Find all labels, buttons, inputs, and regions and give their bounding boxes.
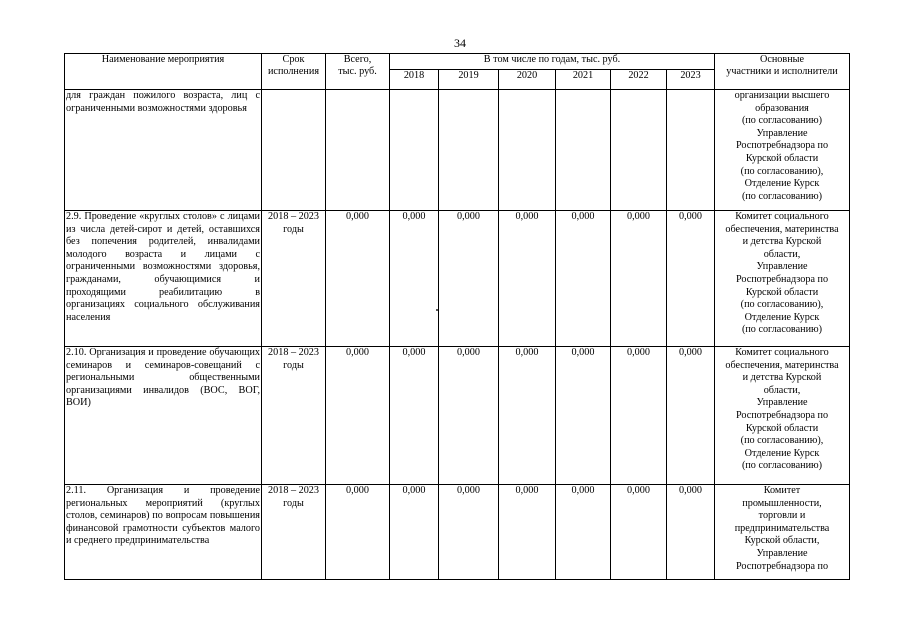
- event-total: 0,000: [326, 347, 390, 485]
- event-year-value: [667, 90, 715, 211]
- header-year: 2018: [390, 70, 439, 90]
- event-total: 0,000: [326, 485, 390, 580]
- event-participants: Комитет промышленности, торговли и предпринимательства Курской области, Управление Роспотребнадзора по: [715, 485, 850, 580]
- header-participants: Основные участники и исполнители: [715, 54, 850, 90]
- header-term: Срок исполнения: [262, 54, 326, 90]
- events-table: [64, 53, 850, 580]
- event-name: 2.11. Организация и проведение региональных мероприятий (круглых столов, семинаров) по вопросам повышения финансовой грамотности субъектов малого и среднего предпринимательства: [65, 485, 262, 580]
- event-year-value: 0,000: [556, 485, 611, 580]
- event-year-value: 0,000: [499, 347, 556, 485]
- header-year: 2021: [556, 70, 611, 90]
- event-participants: Комитет социального обеспечения, материнства и детства Курской области, Управление Роспотребнадзора по Курской области (по согласованию), Отделение Курск (по согласованию): [715, 211, 850, 347]
- header-year: 2020: [499, 70, 556, 90]
- event-term: 2018 – 2023 годы: [262, 485, 326, 580]
- table-row: [65, 347, 850, 485]
- event-year-value: 0,000: [556, 347, 611, 485]
- header-row-top: [65, 54, 850, 70]
- event-year-value: 0,000: [556, 211, 611, 347]
- event-term: 2018 – 2023 годы: [262, 347, 326, 485]
- event-year-value: [390, 90, 439, 211]
- event-total: [326, 90, 390, 211]
- event-name: для граждан пожилого возраста, лиц с ограниченными возможностями здоровья: [65, 90, 262, 211]
- event-total: 0,000: [326, 211, 390, 347]
- event-year-value: 0,000: [499, 485, 556, 580]
- event-name: 2.10. Организация и проведение обучающих семинаров и семинаров-совещаний с региональными общественными организациями инвалидов (ВОС, ВОГ, ВОИ): [65, 347, 262, 485]
- event-year-value: [499, 90, 556, 211]
- header-total: Всего, тыс. руб.: [326, 54, 390, 90]
- event-year-value: [439, 90, 499, 211]
- page-number: 34: [454, 36, 466, 50]
- event-year-value: 0,000: [390, 211, 439, 347]
- event-year-value: 0,000: [439, 347, 499, 485]
- table-row: [65, 90, 850, 211]
- header-name: Наименование мероприятия: [65, 54, 262, 90]
- event-term: 2018 – 2023 годы: [262, 211, 326, 347]
- event-year-value: 0,000: [390, 347, 439, 485]
- table-row: [65, 485, 850, 580]
- header-year: 2022: [611, 70, 667, 90]
- event-year-value: 0,000: [611, 485, 667, 580]
- event-year-value: [556, 90, 611, 211]
- header-year: 2019: [439, 70, 499, 90]
- event-year-value: 0,000: [439, 485, 499, 580]
- event-participants: организации высшего образования (по согласованию) Управление Роспотребнадзора по Курской области (по согласованию), Отделение Курск (по согласованию): [715, 90, 850, 211]
- event-year-value: 0,000: [499, 211, 556, 347]
- header-years-group: В том числе по годам, тыс. руб.: [390, 54, 715, 70]
- event-year-value: [611, 90, 667, 211]
- event-year-value: 0,000: [390, 485, 439, 580]
- event-participants: Комитет социального обеспечения, материнства и детства Курской области, Управление Роспотребнадзора по Курской области (по согласованию), Отделение Курск (по согласованию): [715, 347, 850, 485]
- event-year-value: 0,000: [611, 211, 667, 347]
- event-name: 2.9. Проведение «круглых столов» с лицами из числа детей-сирот и детей, оставшихся без попечения родителей, инвалидами молодого возраста и лицами с ограниченными возможностями здоровья, гражданами, обучающимися и проходящими реабилитацию в организациях социального обслуживания населения: [65, 211, 262, 347]
- event-year-value: 0,000: [611, 347, 667, 485]
- header-year: 2023: [667, 70, 715, 90]
- event-year-value: 0,000: [667, 347, 715, 485]
- event-year-value: 0,000: [439, 211, 499, 347]
- table-row: [65, 211, 850, 347]
- event-term: [262, 90, 326, 211]
- event-year-value: 0,000: [667, 211, 715, 347]
- scan-speck: [436, 309, 438, 311]
- event-year-value: 0,000: [667, 485, 715, 580]
